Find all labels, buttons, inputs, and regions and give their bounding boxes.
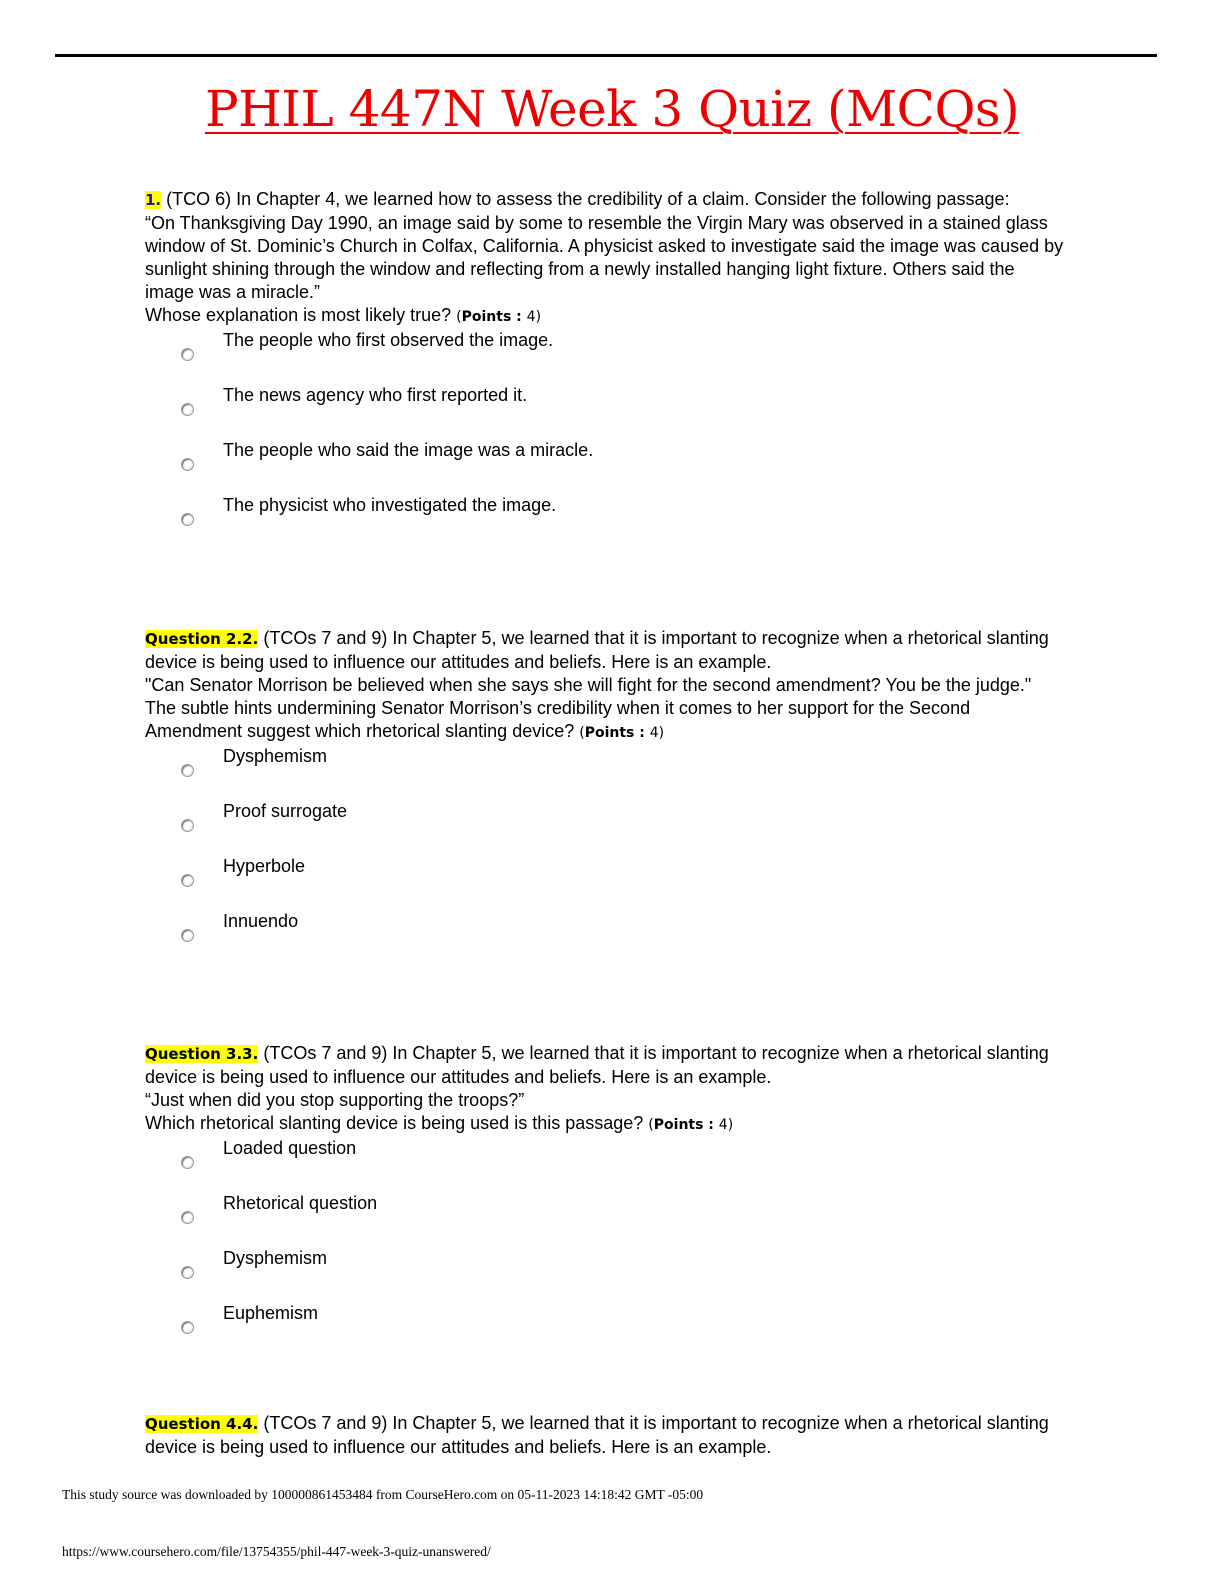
radio-button[interactable]	[181, 513, 194, 526]
page-title: PHIL 447N Week 3 Quiz (MCQs)	[205, 80, 1020, 138]
question-number: Question 4.4.	[145, 1415, 259, 1433]
option-label: Hyperbole	[223, 856, 306, 876]
answer-option[interactable]	[145, 384, 1065, 439]
question-2	[145, 627, 1065, 965]
answer-options	[145, 1137, 1065, 1357]
question-text	[145, 188, 1065, 329]
radio-button[interactable]	[181, 1321, 194, 1334]
answer-option[interactable]	[145, 1247, 1065, 1302]
answer-option[interactable]	[145, 800, 1065, 855]
source-url[interactable]: https://www.coursehero.com/file/13754355/phil-447-week-3-quiz-unanswered/	[62, 1544, 491, 1559]
answer-option[interactable]	[145, 745, 1065, 800]
question-4	[145, 1412, 1065, 1459]
option-label: Rhetorical question	[223, 1193, 378, 1213]
answer-option[interactable]	[145, 855, 1065, 910]
radio-button[interactable]	[181, 874, 194, 887]
answer-option[interactable]	[145, 1302, 1065, 1357]
answer-option[interactable]	[145, 439, 1065, 494]
option-label: Innuendo	[223, 911, 299, 931]
answer-options	[145, 329, 1065, 549]
option-label: Loaded question	[223, 1138, 357, 1158]
radio-button[interactable]	[181, 764, 194, 777]
radio-button[interactable]	[181, 819, 194, 832]
answer-option[interactable]	[145, 910, 1065, 965]
question-intro: (TCOs 7 and 9) In Chapter 5, we learned that it is important to recognize when a rhetorical slanting device is being used to influence our attitudes and beliefs. Here is an example.	[145, 628, 1049, 672]
option-label: Euphemism	[223, 1303, 319, 1323]
question-number: 1.	[145, 191, 162, 209]
radio-button[interactable]	[181, 1266, 194, 1279]
question-text	[145, 1042, 1065, 1137]
option-label: The people who first observed the image.	[223, 330, 554, 350]
question-passage: "Can Senator Morrison be believed when she says she will fight for the second amendment? You be the judge."	[145, 675, 1032, 695]
radio-button[interactable]	[181, 1211, 194, 1224]
question-text	[145, 627, 1065, 745]
answer-option[interactable]	[145, 1192, 1065, 1247]
question-intro: (TCOs 7 and 9) In Chapter 5, we learned that it is important to recognize when a rhetorical slanting device is being used to influence our attitudes and beliefs. Here is an example.	[145, 1413, 1049, 1457]
option-label: Dysphemism	[223, 746, 328, 766]
top-rule	[55, 54, 1157, 57]
option-label: Dysphemism	[223, 1248, 328, 1268]
option-label: The physicist who investigated the image.	[223, 495, 557, 515]
radio-button[interactable]	[181, 1156, 194, 1169]
question-3	[145, 1042, 1065, 1357]
points-label: (Points : 4)	[579, 725, 665, 741]
question-1	[145, 188, 1065, 549]
answer-options	[145, 745, 1065, 965]
answer-option[interactable]	[145, 494, 1065, 549]
download-notice: This study source was downloaded by 100000861453484 from CourseHero.com on 05-11-2023 14:18:42 GMT -05:00	[62, 1487, 704, 1502]
radio-button[interactable]	[181, 403, 194, 416]
radio-button[interactable]	[181, 458, 194, 471]
points-label: (Points : 4)	[456, 309, 542, 325]
radio-button[interactable]	[181, 929, 194, 942]
points-label: (Points : 4)	[648, 1117, 734, 1133]
question-passage: “Just when did you stop supporting the troops?”	[145, 1090, 525, 1110]
question-intro: (TCOs 7 and 9) In Chapter 5, we learned that it is important to recognize when a rhetorical slanting device is being used to influence our attitudes and beliefs. Here is an example.	[145, 1043, 1049, 1087]
question-prompt: The subtle hints undermining Senator Morrison’s credibility when it comes to her support for the Second Amendment suggest which rhetorical slanting device?	[145, 698, 971, 741]
question-prompt: Which rhetorical slanting device is being used is this passage?	[145, 1113, 644, 1133]
question-prompt: Whose explanation is most likely true?	[145, 305, 452, 325]
question-passage: “On Thanksgiving Day 1990, an image said by some to resemble the Virgin Mary was observed in a stained glass window of St. Dominic’s Church in Colfax, California. A physicist asked to investigate said the image was caused by sunlight shining through the window and reflecting from a newly installed hanging light fixture. Others said the image was a miracle.”	[145, 213, 1064, 302]
question-intro: (TCO 6) In Chapter 4, we learned how to assess the credibility of a claim. Consider the following passage:	[166, 189, 1010, 209]
option-label: Proof surrogate	[223, 801, 348, 821]
option-label: The news agency who first reported it.	[223, 385, 528, 405]
answer-option[interactable]	[145, 329, 1065, 384]
answer-option[interactable]	[145, 1137, 1065, 1192]
radio-button[interactable]	[181, 348, 194, 361]
question-text	[145, 1412, 1065, 1459]
option-label: The people who said the image was a miracle.	[223, 440, 594, 460]
question-number: Question 3.3.	[145, 1045, 259, 1063]
question-number: Question 2.2.	[145, 630, 259, 648]
